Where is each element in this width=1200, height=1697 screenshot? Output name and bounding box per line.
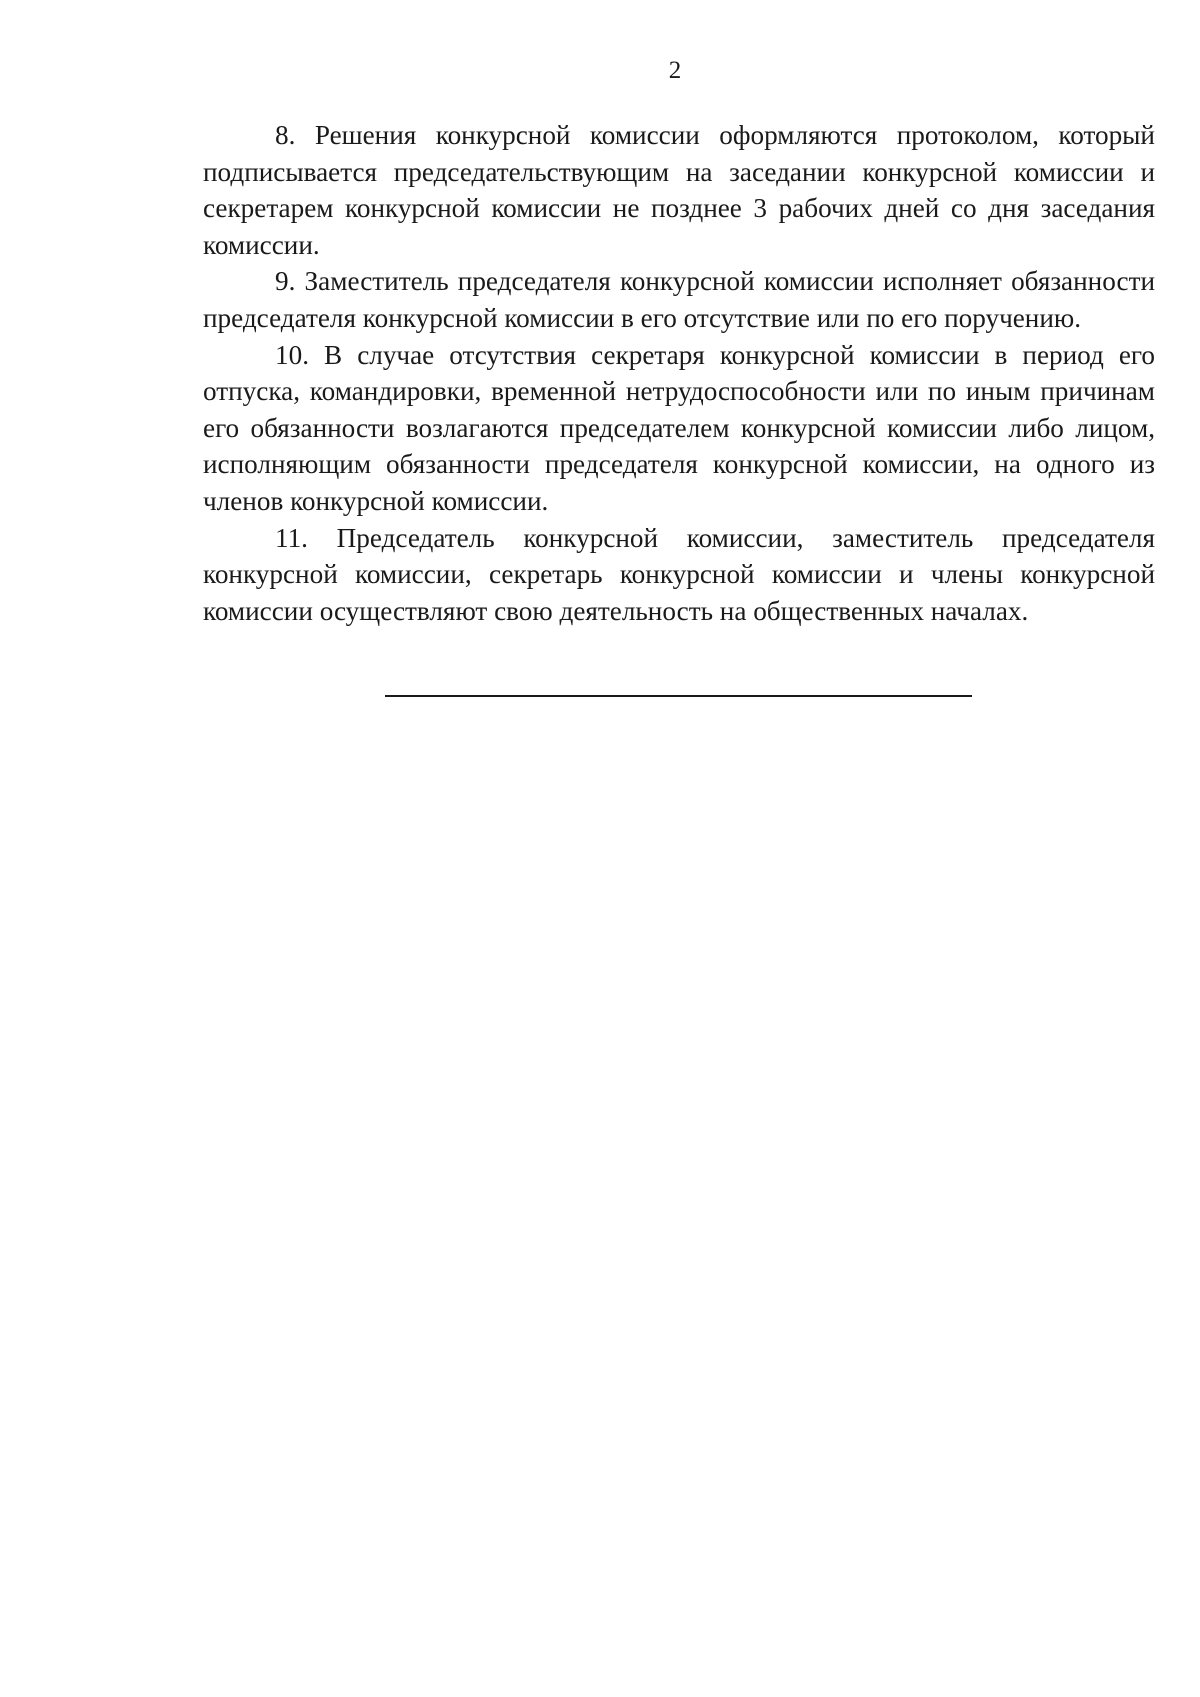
page-number: 2 <box>668 57 682 84</box>
paragraph-10: 10. В случае отсутствия секретаря конкурсной комиссии в период его отпуска, командировки, временной нетрудоспособности или по иным причинам его обязанности возлагаются председателем конкурсной комиссии либо лицом, исполняющим обязанности председателя конкурсной комиссии, на одного из членов конкурсной комиссии. <box>203 339 1155 516</box>
document-body <box>203 117 1155 629</box>
paragraph-8: 8. Решения конкурсной комиссии оформляются протоколом, который подписывается председательствующим на заседании конкурсной комиссии и секретарем конкурсной комиссии не позднее 3 рабочих дней со дня заседания комиссии. <box>203 120 1155 260</box>
paragraph-11: 11. Председатель конкурсной комиссии, заместитель председателя конкурсной комиссии, секретарь конкурсной комиссии и члены конкурсной комиссии осуществляют свою деятельность на общественных началах. <box>203 522 1155 626</box>
paragraph-9: 9. Заместитель председателя конкурсной комиссии исполняет обязанности председателя конкурсной комиссии в его отсутствие или по его поручению. <box>203 266 1155 333</box>
end-divider-line <box>385 695 972 697</box>
